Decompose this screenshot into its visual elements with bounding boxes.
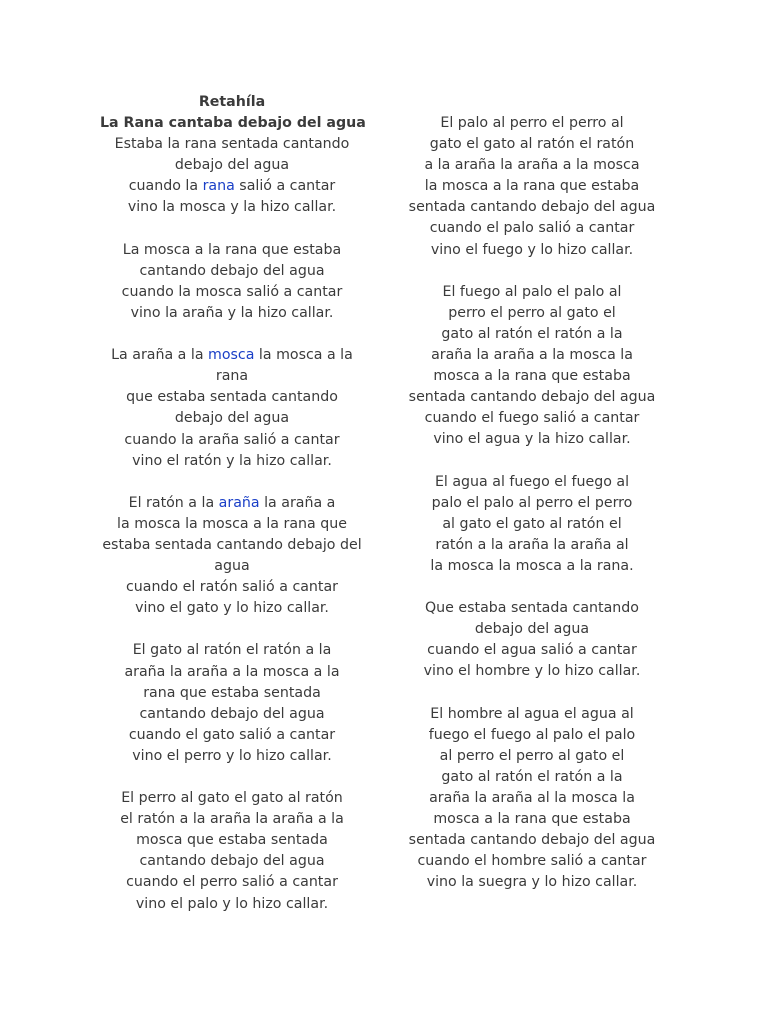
stanza-line: la mosca a la rana que estaba — [424, 178, 640, 195]
left-column — [100, 92, 364, 915]
stanza-line: vino la araña y la hizo callar. — [130, 304, 334, 321]
mosca-link[interactable]: mosca — [208, 347, 255, 364]
stanza-line: vino el gato y lo hizo callar. — [135, 600, 329, 617]
stanza-line: cantando debajo del agua — [139, 262, 325, 279]
stanza-line: cuando el fuego salió a cantar — [424, 410, 640, 427]
stanza-line: rana — [215, 368, 249, 385]
stanza-line: palo el palo al perro el perro — [431, 494, 633, 511]
stanza-line: Que estaba sentada cantando — [425, 600, 639, 617]
stanza-line: agua — [214, 558, 250, 575]
stanza-line: mosca a la rana que estaba — [433, 368, 631, 385]
stanza-line: vino el fuego y lo hizo callar. — [430, 241, 634, 258]
stanza-line: al perro el perro al gato el — [439, 747, 625, 764]
rana-link[interactable]: rana — [202, 178, 235, 195]
stanza-line: cuando el gato salió a cantar — [128, 726, 336, 743]
stanza-line: gato al ratón el ratón a la — [441, 768, 623, 785]
stanza-line: sentada cantando debajo del agua — [408, 199, 656, 216]
stanza-line: vino el palo y lo hizo callar. — [135, 895, 329, 912]
stanza-line: vino el perro y lo hizo callar. — [132, 747, 332, 764]
stanza-line: cuando la mosca salió a cantar — [121, 283, 343, 300]
stanza-line: gato al ratón el ratón a la — [441, 325, 623, 342]
stanza-line: fuego el fuego al palo el palo — [428, 726, 636, 743]
stanza-line: rana que estaba sentada — [143, 684, 321, 701]
stanza-line: Estaba la rana sentada cantando — [114, 136, 350, 153]
stanza-line: gato el gato al ratón el ratón — [429, 136, 635, 153]
stanza-line: cuando el agua salió a cantar — [427, 642, 637, 659]
stanza-line: perro el perro al gato el — [448, 304, 616, 321]
stanza-line: al gato el gato al ratón el — [442, 515, 622, 532]
stanza-line: La mosca a la rana que estaba — [122, 241, 342, 258]
stanza-line: La araña a la mosca la mosca a la — [111, 347, 353, 364]
stanza-line: debajo del agua — [174, 157, 290, 174]
stanza-line: vino la mosca y la hizo callar. — [127, 199, 337, 216]
stanza-line: la mosca la mosca a la rana. — [430, 557, 634, 574]
right-column — [400, 113, 664, 893]
stanza-line: araña la araña al la mosca la — [429, 790, 635, 806]
stanza-line: El perro al gato el gato al ratón — [121, 790, 343, 807]
stanza-line: cuando la rana salió a cantar — [128, 178, 336, 195]
stanza-line: vino el hombre y lo hizo callar. — [423, 663, 641, 680]
poem-subtitle: La Rana cantaba debajo del agua — [100, 115, 366, 132]
stanza-line: El agua al fuego el fuego al — [434, 473, 630, 490]
stanza-line: el ratón a la araña la araña a la — [120, 811, 344, 828]
stanza-line: El hombre al agua el agua al — [430, 705, 634, 722]
stanza-line: que estaba sentada cantando — [126, 389, 338, 406]
stanza-line: El gato al ratón el ratón a la — [132, 642, 332, 659]
stanza-line: cantando debajo del agua — [139, 705, 325, 722]
stanza-line: debajo del agua — [174, 410, 290, 427]
stanza-line: El ratón a la araña la araña a — [128, 494, 336, 511]
stanza-line: debajo del agua — [474, 621, 590, 638]
stanza-line: cantando debajo del agua — [139, 853, 325, 870]
stanza-line: cuando el palo salió a cantar — [429, 220, 635, 237]
stanza-line: cuando el hombre salió a cantar — [417, 853, 647, 870]
stanza-line: a la araña la araña a la mosca — [424, 157, 640, 174]
stanza-line: araña la araña a la mosca a la — [124, 663, 340, 680]
stanza-line: ratón a la araña la araña al — [435, 536, 629, 553]
stanza-line: vino la suegra y lo hizo callar. — [426, 874, 638, 891]
stanza-line: estaba sentada cantando debajo del — [102, 536, 362, 553]
poem-title: Retahíla — [198, 94, 266, 110]
stanza-line: mosca que estaba sentada — [136, 832, 328, 849]
stanza-line: araña la araña a la mosca la — [431, 347, 633, 364]
arana-link[interactable]: araña — [218, 494, 260, 511]
stanza-line: mosca a la rana que estaba — [433, 811, 631, 828]
stanza-line: cuando el ratón salió a cantar — [125, 579, 339, 596]
stanza-line: vino el agua y la hizo callar. — [433, 431, 631, 448]
stanza-line: cuando la araña salió a cantar — [124, 431, 340, 448]
stanza-line: cuando el perro salió a cantar — [126, 874, 338, 891]
stanza-line: sentada cantando debajo del agua — [408, 832, 656, 849]
stanza-line: la mosca la mosca a la rana que — [117, 515, 347, 532]
stanza-line: El fuego al palo el palo al — [442, 283, 622, 300]
stanza-line: El palo al perro el perro al — [440, 115, 624, 131]
stanza-line: vino el ratón y la hizo callar. — [132, 452, 332, 469]
stanza-line: sentada cantando debajo del agua — [408, 389, 656, 406]
